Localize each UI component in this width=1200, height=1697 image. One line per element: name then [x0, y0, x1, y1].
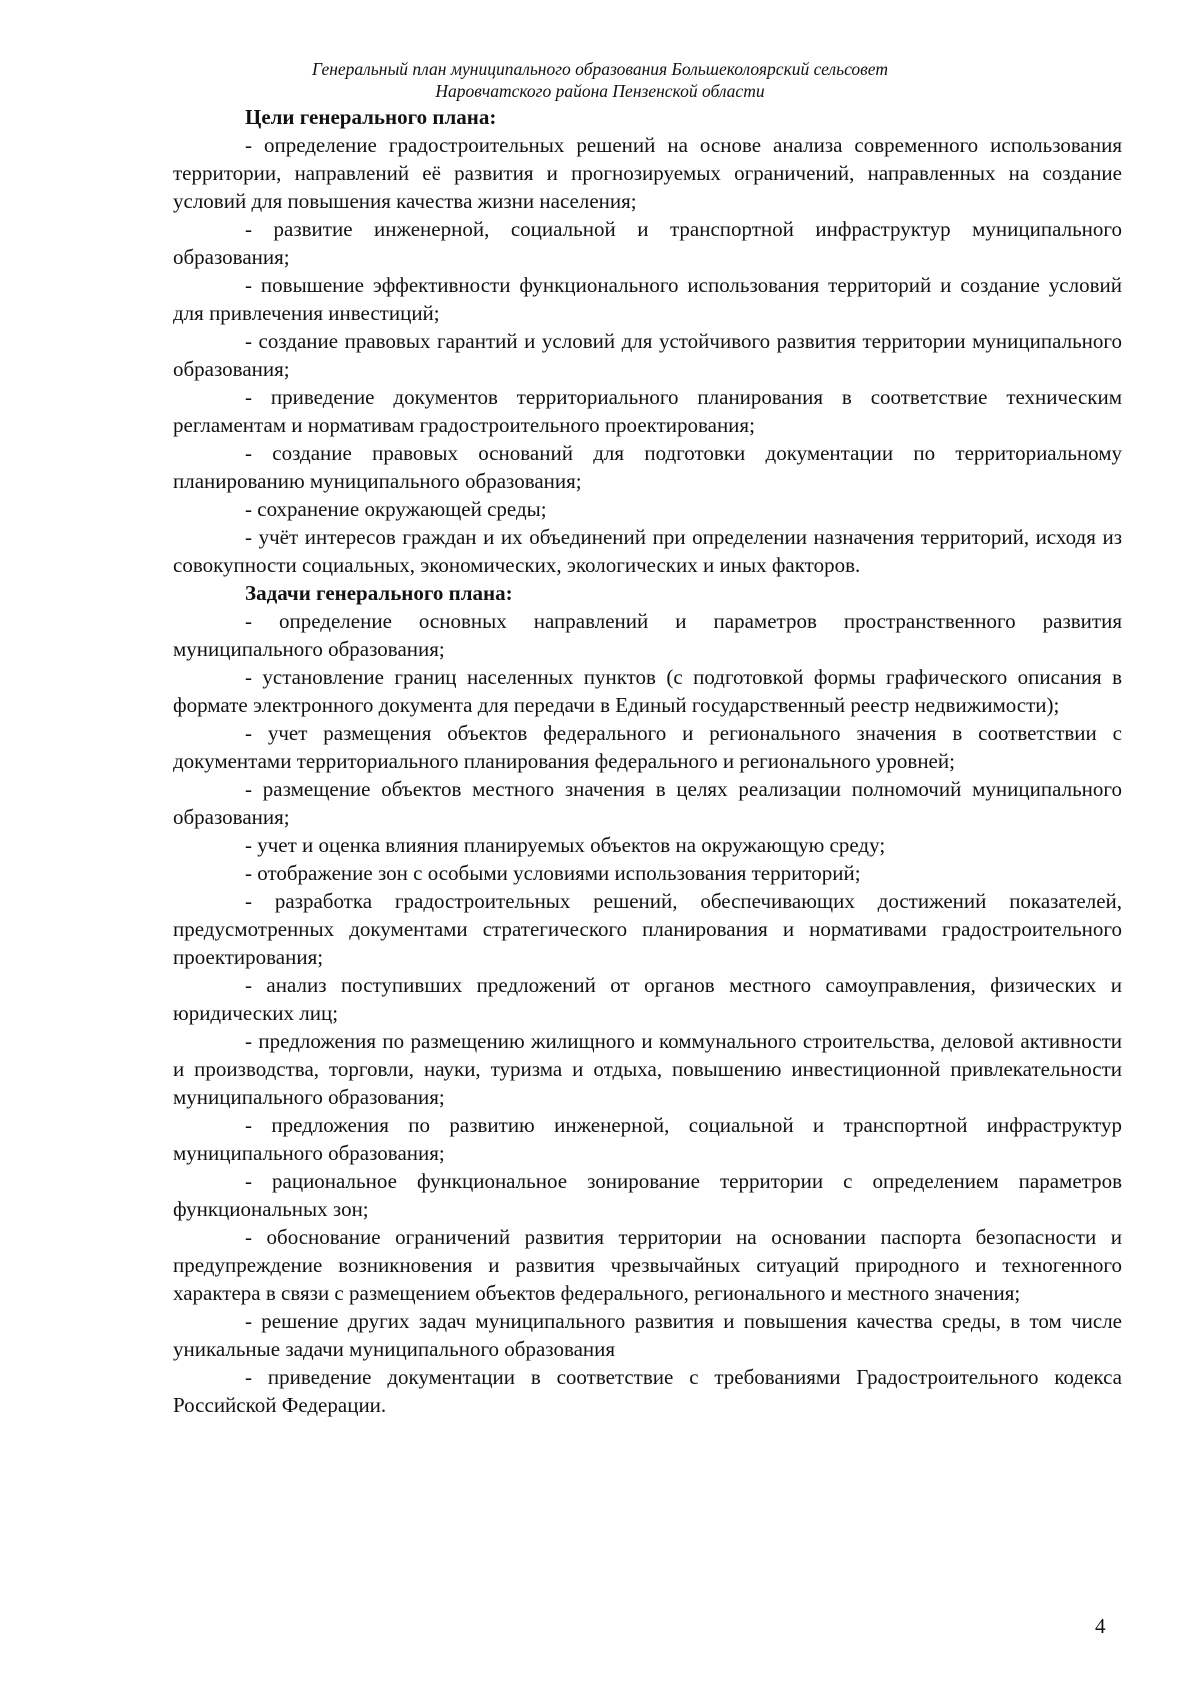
goal-item: - сохранение окружающей среды; — [245, 497, 547, 521]
goal-item: - развитие инженерной, социальной и транспортной инфраструктур муниципального образования; — [173, 217, 1122, 269]
goals-heading: Цели генерального плана: — [245, 105, 497, 129]
task-item: - учет и оценка влияния планируемых объектов на окружающую среду; — [245, 833, 886, 857]
task-item: - приведение документации в соответствие с требованиями Градостроительного кодекса Российской Федерации. — [173, 1365, 1122, 1417]
running-header — [0, 58, 1200, 102]
page-number: 4 — [1095, 1614, 1106, 1638]
running-header-line-1: Генеральный план муниципального образования Большеколоярский сельсовет — [312, 59, 888, 79]
task-item: - обоснование ограничений развития территории на основании паспорта безопасности и предупреждение возникновения и развития чрезвычайных ситуаций природного и техногенного характера в связи с размещением объектов федерального, регионального и местного значения; — [173, 1225, 1122, 1305]
task-item: - учет размещения объектов федерального и регионального значения в соответствии с документами территориального планирования федерального и регионального уровней; — [173, 721, 1122, 773]
document-body — [173, 103, 1122, 1419]
task-item: - предложения по размещению жилищного и коммунального строительства, деловой активности и производства, торговли, науки, туризма и отдыха, повышению инвестиционной привлекательности муниципального образования; — [173, 1029, 1122, 1109]
task-item: - установление границ населенных пунктов (с подготовкой формы графического описания в формате электронного документа для передачи в Единый государственный реестр недвижимости); — [173, 665, 1122, 717]
task-item: - разработка градостроительных решений, обеспечивающих достижений показателей, предусмотренных документами стратегического планирования и нормативами градостроительного проектирования; — [173, 889, 1122, 969]
task-item: - анализ поступивших предложений от органов местного самоуправления, физических и юридических лиц; — [173, 973, 1122, 1025]
goal-item: - повышение эффективности функционального использования территорий и создание условий для привлечения инвестиций; — [173, 273, 1122, 325]
goal-item: - создание правовых гарантий и условий для устойчивого развития территории муниципального образования; — [173, 329, 1122, 381]
task-item: - рациональное функциональное зонирование территории с определением параметров функциональных зон; — [173, 1169, 1122, 1221]
goal-item: - создание правовых оснований для подготовки документации по территориальному планированию муниципального образования; — [173, 441, 1122, 493]
task-item: - отображение зон с особыми условиями использования территорий; — [245, 861, 861, 885]
task-item: - размещение объектов местного значения в целях реализации полномочий муниципального образования; — [173, 777, 1122, 829]
goal-item: - определение градостроительных решений на основе анализа современного использования территории, направлений её развития и прогнозируемых ограничений, направленных на создание условий для повышения качества жизни населения; — [173, 133, 1122, 213]
task-item: - предложения по развитию инженерной, социальной и транспортной инфраструктур муниципального образования; — [173, 1113, 1122, 1165]
goal-item: - приведение документов территориального планирования в соответствие техническим регламентам и нормативам градостроительного проектирования; — [173, 385, 1122, 437]
task-item: - определение основных направлений и параметров пространственного развития муниципального образования; — [173, 609, 1122, 661]
task-item: - решение других задач муниципального развития и повышения качества среды, в том числе уникальные задачи муниципального образования — [173, 1309, 1122, 1361]
running-header-line-2: Наровчатского района Пензенской области — [435, 81, 765, 101]
goal-item: - учёт интересов граждан и их объединений при определении назначения территорий, исходя из совокупности социальных, экономических, экологических и иных факторов. — [173, 525, 1122, 577]
tasks-heading: Задачи генерального плана: — [245, 581, 513, 605]
